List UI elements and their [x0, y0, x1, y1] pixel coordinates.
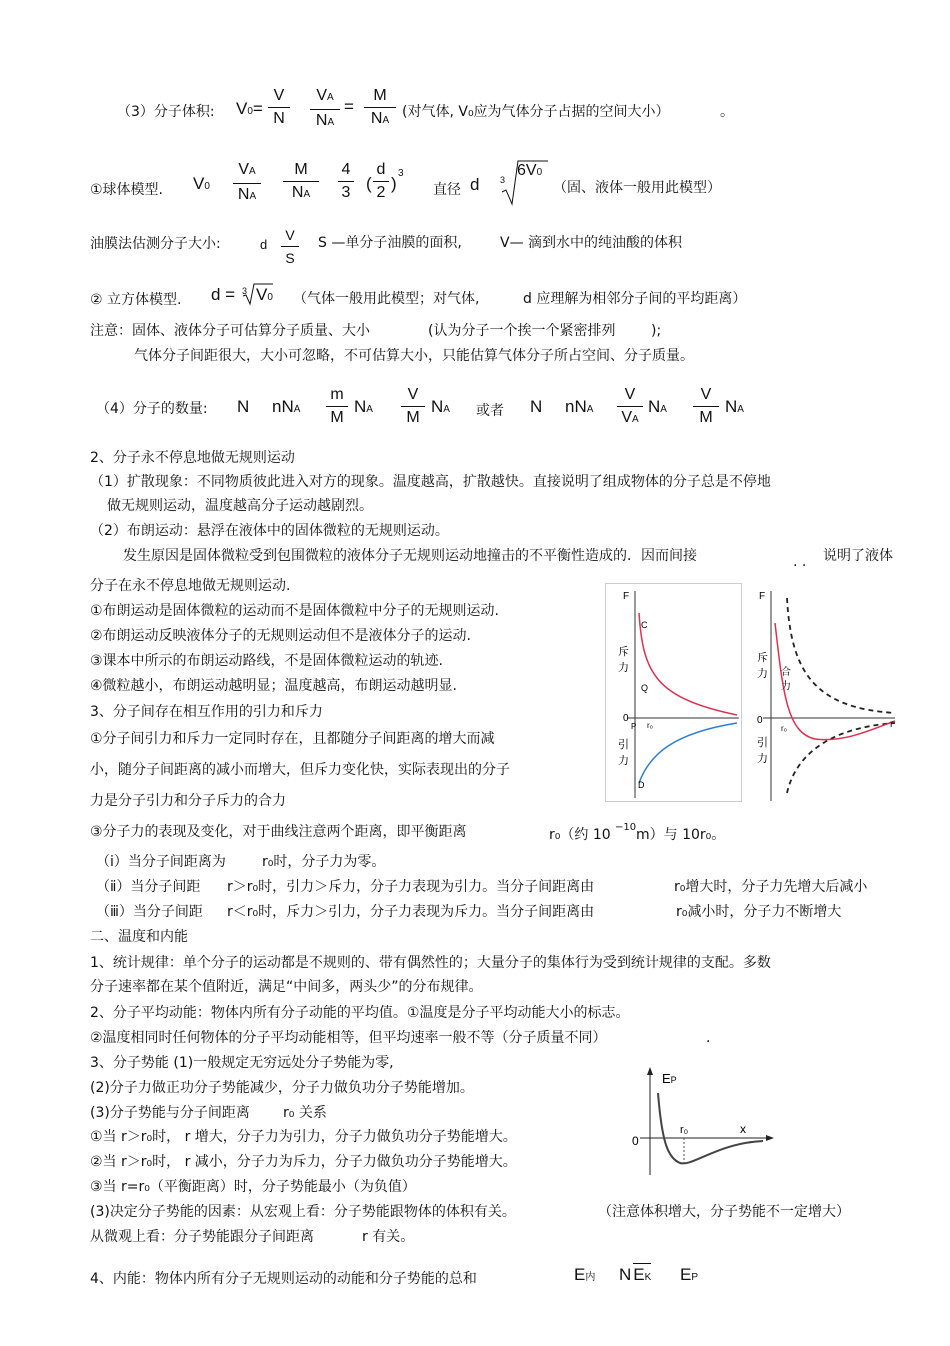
g1-C: C: [641, 620, 648, 630]
sphere-note: （固、液体一般用此模型）: [553, 180, 721, 196]
g1-P: P: [631, 722, 637, 731]
brownian-point-4: ④微粒越小，布朗运动越明显；温度越高，布朗运动越明显.: [90, 678, 457, 694]
diffusion-para-2: 做无规则运动，温度越高分子运动越剧烈。: [107, 498, 373, 514]
r0-approx-end: m）与 10r₀。: [636, 827, 726, 843]
cube-model-label: ② 立方体模型.: [90, 292, 182, 308]
stat-law-2: 分子速率都在某个值附近，满足“中间多，两头少”的分布规律。: [90, 979, 483, 995]
cube-root-v0: V0: [256, 285, 273, 304]
g2-heli: 力: [781, 681, 791, 692]
note-line-2: 气体分子间距很大，大小可忽略，不可估算大小，只能估算气体分子所占空间、分子质量。: [134, 348, 694, 364]
v-description: V— 滴到水中的纯油酸的体积: [500, 235, 683, 251]
g2-chi: 斥: [757, 652, 768, 664]
brownian-definition: （2）布朗运动：悬浮在液体中的固体微粒的无规则运动。: [90, 523, 449, 539]
brownian-dots: . .: [793, 554, 807, 570]
g2-li2: 力: [757, 753, 768, 765]
heading-molecular-motion: 2、分子永不停息地做无规则运动: [90, 450, 295, 466]
case-ii-c: r₀增大时，分子力先增大后减小: [674, 879, 868, 895]
ep-x: x: [740, 1122, 746, 1136]
pe-8b: r 有关。: [362, 1229, 415, 1245]
sec4-nNA-2: nNA: [565, 397, 594, 416]
potential-energy-graph: [628, 1063, 778, 1178]
pe-6: ③当 r=r₀（平衡距离）时，分子势能最小（为负值）: [90, 1179, 416, 1195]
pe-2: (2)分子力做正功分子势能减少，分子力做负功分子势能增加。: [90, 1080, 474, 1096]
brownian-point-3: ③课本中所示的布朗运动路线，不是固体微粒运动的轨迹.: [90, 653, 443, 669]
sec4-label: （4）分子的数量:: [96, 401, 208, 417]
case-i-b: r₀时，分子力为零。: [262, 854, 386, 870]
sec3-label: （3）分子体积:: [117, 104, 215, 120]
case-iii-b: r＜r₀时，斥力＞引力，分子力表现为斥力。当分子间距离由: [227, 904, 595, 920]
fraction-V-over-VA: V VA: [617, 385, 643, 430]
fraction-va-over-na: VA NA: [310, 86, 340, 133]
note-line-1: 注意：固体、液体分子可估算分子质量、大小: [90, 323, 370, 339]
diameter-label: 直径: [433, 182, 461, 198]
g2-zero: 0: [757, 715, 763, 726]
avg-ke-dot: .: [706, 1030, 711, 1046]
stat-law-1: 1、统计规律：单个分子的运动都是不规则的、带有偶然性的；大量分子的集体行为受到统计规律的支配。多数: [90, 955, 771, 971]
oil-film-label: 油膜法估测分子大小:: [90, 236, 221, 252]
force-point-1a: ①分子间引力和斥力一定同时存在，且都随分子间距离的增大而减: [90, 731, 495, 747]
e-internal: E内: [574, 1265, 596, 1284]
g2-li: 力: [757, 668, 768, 680]
case-iii-c: r₀减小时，分子力不断增大: [676, 904, 842, 920]
g2-r: r: [890, 719, 894, 730]
sphere-fraction-va-na: VA NA: [233, 160, 261, 207]
case-i-a: （ⅰ）当分子间距离为: [96, 854, 226, 870]
oil-film-d: d: [260, 237, 268, 252]
g1-D: D: [638, 780, 645, 790]
g1-r0: r₀: [647, 721, 653, 730]
ep-zero: 0: [632, 1134, 639, 1148]
pe-5: ②当 r＞r₀时， r 减小，分子力为斥力，分子力做负功分子势能增大。: [90, 1154, 517, 1170]
pe-7: (3)决定分子势能的因素：从宏观上看：分子势能跟物体的体积有关。: [90, 1204, 516, 1220]
force-point-3: ③分子力的表现及变化，对于曲线注意两个距离，即平衡距离: [90, 824, 467, 840]
paren-close: ): [391, 174, 397, 193]
cube-note: （气体一般用此模型；对气体,: [293, 291, 480, 307]
pe-3b: r₀ 关系: [283, 1105, 327, 1121]
g2-F: F: [759, 591, 766, 602]
cube-note-2: d 应理解为相邻分子间的平均距离）: [523, 291, 747, 307]
fraction-V-over-M-2: V M: [693, 385, 719, 428]
gas-volume-note: (对气体, V₀应为气体分子占据的空间大小）: [402, 104, 670, 120]
g1-li2: 力: [618, 755, 629, 767]
g2-r0: r₀: [781, 724, 787, 733]
avg-ke-1: 2、分子平均动能：物体内所有分子动能的平均值。①温度是分子平均动能大小的标志。: [90, 1005, 630, 1021]
ep-term: EP: [680, 1265, 699, 1284]
ep-axis-label: EP: [662, 1071, 677, 1086]
avg-ke-2: ②温度相同时任何物体的分子平均动能相等，但平均速率一般不等（分子质量不同）: [90, 1030, 607, 1046]
g1-yin: 引: [618, 739, 629, 751]
sec4-N: N: [237, 397, 250, 416]
pe-1: 3、分子势能 (1)一般规定无穷远处分子势能为零,: [90, 1055, 394, 1071]
case-ii-b: r＞r₀时，引力＞斥力，分子力表现为引力。当分子间距离由: [227, 879, 595, 895]
sec4-NA-3: NA: [648, 397, 667, 416]
pe-4: ①当 r＞r₀时， r 增大，分子力为引力，分子力做负功分子势能增大。: [90, 1129, 517, 1145]
note-line-1b: (认为分子一个挨一个紧密排列: [428, 323, 616, 339]
sphere-fraction-4-3: 4 3: [338, 160, 354, 203]
brownian-cause-2: 分子在永不停息地做无规则运动.: [90, 578, 291, 594]
brownian-cause-end: 说明了液体: [823, 548, 893, 564]
g1-Q: Q: [641, 683, 649, 693]
sphere-model-label: ①球体模型.: [90, 182, 164, 198]
pe-8: 从微观上看：分子势能跟分子间距离: [90, 1229, 314, 1245]
g2-he: 合: [781, 667, 791, 678]
period: 。: [720, 104, 734, 120]
diffusion-para-1: （1）扩散现象：不同物质彼此进入对方的现象。温度越高，扩散越快。直接说明了组成物体的分子总是不停地: [90, 474, 771, 490]
force-point-1c: 力是分子引力和分子斥力的合力: [90, 793, 286, 809]
cube-exponent: 3: [398, 168, 404, 179]
sec4-NA-2: NA: [431, 397, 450, 416]
cube-d-eq: d =: [211, 285, 236, 304]
fraction-m-over-M: m M: [326, 385, 348, 428]
pe-3: (3)分子势能与分子间距离: [90, 1105, 250, 1121]
root-content-6v0: 6V0: [517, 162, 543, 179]
sec4-NA-1: NA: [354, 397, 373, 416]
exponent-minus-10: −10: [615, 822, 637, 833]
pe-7-note: （注意体积增大，分子势能不一定增大）: [598, 1204, 850, 1220]
heading-intermolecular-force: 3、分子间存在相互作用的引力和斥力: [90, 704, 323, 720]
equals-sign: =: [344, 97, 354, 116]
r0-approx: r₀（约 10: [549, 827, 611, 843]
root-index: 3: [500, 175, 506, 185]
oil-film-fraction-v-s: V S: [281, 225, 299, 268]
g2-yin: 引: [757, 737, 768, 749]
v0-symbol: V0=: [236, 99, 263, 118]
n-ek: N EK: [619, 1265, 652, 1284]
brownian-point-1: ①布朗运动是固体微粒的运动而不是固体微粒中分子的无规则运动.: [90, 603, 499, 619]
paren-open: (: [366, 174, 372, 193]
sphere-d: d: [470, 175, 480, 194]
force-point-1b: 小，随分子间距离的减小而增大，但斥力变化快，实际表现出的分子: [90, 762, 510, 778]
fraction-v-over-n: V N: [268, 86, 290, 129]
or-label: 或者: [476, 403, 504, 419]
fraction-m-over-na: M NA: [364, 86, 396, 131]
brownian-cause: 发生原因是固体微粒受到包围微粒的液体分子无规则运动地撞击的不平衡性造成的．因而间接: [123, 548, 697, 564]
force-graph-resultant: [745, 583, 938, 803]
sec4-N-2: N: [530, 397, 543, 416]
internal-energy: 4、内能：物体内所有分子无规则运动的动能和分子势能的总和: [90, 1271, 477, 1287]
sec4-NA-4: NA: [725, 397, 744, 416]
note-line-1c: );: [651, 323, 662, 339]
heading-temperature: 二、温度和内能: [90, 929, 188, 945]
force-graph-repulsive-attractive: [605, 583, 742, 803]
g1-chi: 斥: [618, 646, 629, 658]
case-ii-a: （ⅱ）当分子间距: [96, 879, 201, 895]
fraction-V-over-M: V M: [401, 385, 425, 428]
sphere-fraction-m-na: M NA: [283, 160, 319, 205]
ep-r0: r₀: [680, 1124, 689, 1136]
sec4-nNA: nNA: [272, 397, 301, 416]
s-description: S —单分子油膜的面积,: [318, 235, 462, 251]
brownian-point-2: ②布朗运动反映液体分子的无规则运动但不是液体分子的运动.: [90, 628, 471, 644]
g1-F: F: [623, 591, 630, 602]
sphere-fraction-d-2: d 2: [373, 160, 389, 203]
case-iii-a: （ⅲ）当分子间距: [96, 904, 203, 920]
g1-zero: 0: [623, 713, 629, 724]
g1-li: 力: [618, 662, 629, 674]
cube-root-index: 3: [242, 286, 248, 296]
sphere-v0: V0: [193, 174, 210, 193]
